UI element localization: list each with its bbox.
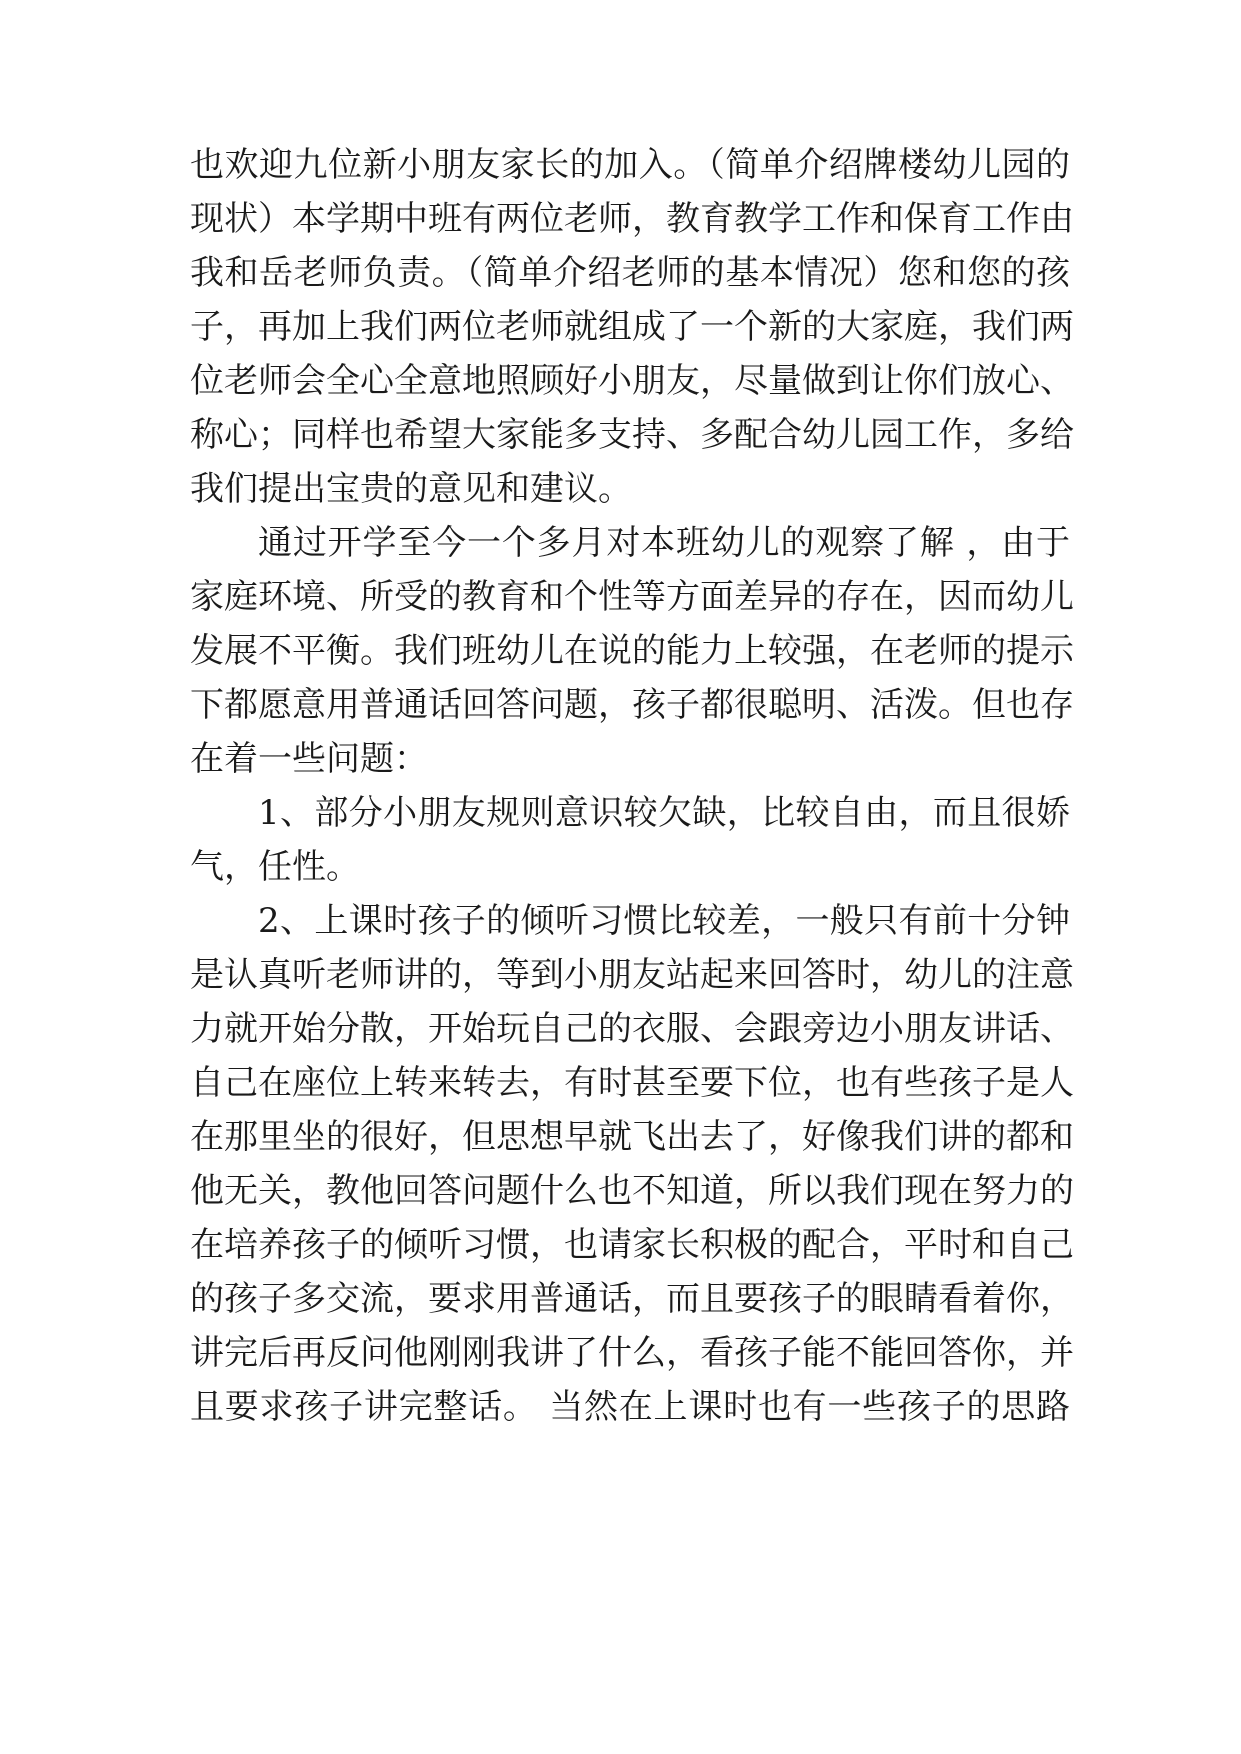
text-line: 位老师会全心全意地照顾好小朋友，尽量做到让你们放心、 bbox=[190, 361, 1074, 401]
text-line: 是认真听老师讲的，等到小朋友站起来回答时，幼儿的注意 bbox=[190, 955, 1074, 995]
text-line: 在那里坐的很好，但思想早就飞出去了，好像我们讲的都和 bbox=[190, 1117, 1074, 1157]
text-line: 力就开始分散，开始玩自己的衣服、会跟旁边小朋友讲话、 bbox=[190, 1009, 1074, 1049]
text-line: 在培养孩子的倾听习惯，也请家长积极的配合，平时和自己 bbox=[190, 1225, 1074, 1265]
text-line: 子，再加上我们两位老师就组成了一个新的大家庭，我们两 bbox=[190, 307, 1074, 347]
text-line: 自己在座位上转来转去，有时甚至要下位，也有些孩子是人 bbox=[190, 1063, 1074, 1103]
text-line: 家庭环境、所受的教育和个性等方面差异的存在，因而幼儿 bbox=[190, 577, 1074, 617]
text-line: 在着一些问题： bbox=[190, 739, 428, 779]
text-line: 称心；同样也希望大家能多支持、多配合幼儿园工作，多给 bbox=[190, 415, 1074, 455]
text-line: 发展不平衡。我们班幼儿在说的能力上较强，在老师的提示 bbox=[190, 631, 1074, 671]
list-item-first-line: 1、部分小朋友规则意识较欠缺，比较自由，而且很娇 bbox=[258, 793, 1070, 833]
text-line: 且要求孩子讲完整话。 当然在上课时也有一些孩子的思路 bbox=[190, 1387, 1070, 1427]
text-line: 也欢迎九位新小朋友家长的加入。（简单介绍牌楼幼儿园的 bbox=[190, 145, 1070, 185]
text-line: 现状）本学期中班有两位老师，教育教学工作和保育工作由 bbox=[190, 199, 1074, 239]
text-line: 气，任性。 bbox=[190, 847, 360, 887]
text-line: 我和岳老师负责。（简单介绍老师的基本情况）您和您的孩 bbox=[190, 253, 1070, 293]
paragraph-first-line: 通过开学至今一个多月对本班幼儿的观察了解 ，由于 bbox=[258, 523, 1070, 563]
list-item-first-line: 2、上课时孩子的倾听习惯比较差，一般只有前十分钟 bbox=[258, 901, 1070, 941]
text-line: 的孩子多交流，要求用普通话，而且要孩子的眼睛看着你， bbox=[190, 1279, 1074, 1319]
text-line: 他无关，教他回答问题什么也不知道，所以我们现在努力的 bbox=[190, 1171, 1074, 1211]
text-line: 下都愿意用普通话回答问题，孩子都很聪明、活泼。但也存 bbox=[190, 685, 1074, 725]
text-line: 我们提出宝贵的意见和建议。 bbox=[190, 469, 632, 509]
text-line: 讲完后再反问他刚刚我讲了什么，看孩子能不能回答你，并 bbox=[190, 1333, 1074, 1373]
